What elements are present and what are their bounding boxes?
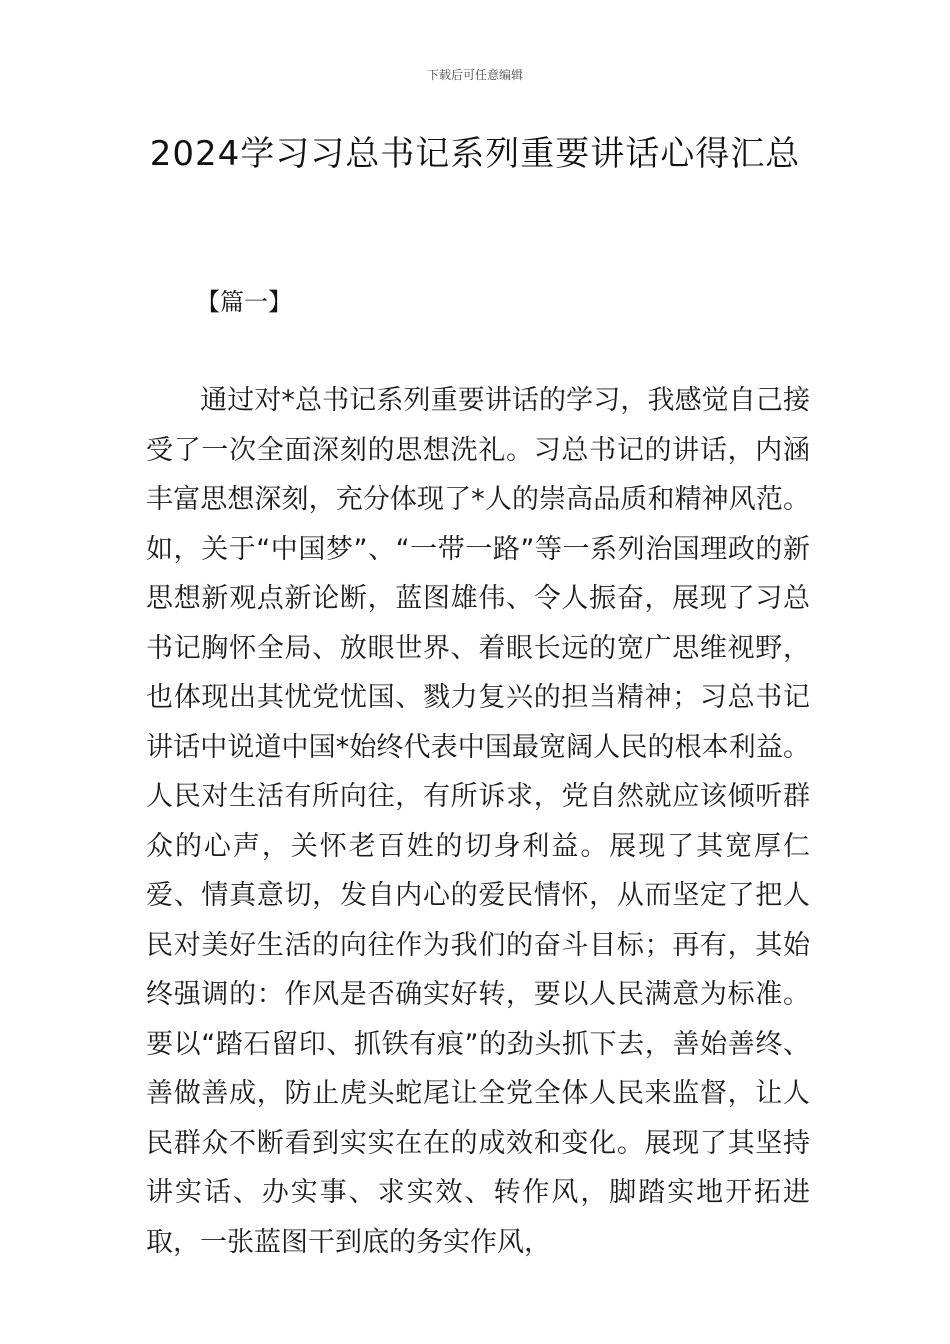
document-title: 2024学习习总书记系列重要讲话心得汇总 xyxy=(149,134,801,174)
body-paragraph xyxy=(146,376,810,1267)
section-label: 【篇一】 xyxy=(196,288,292,316)
header-note: 下载后可任意编辑 xyxy=(426,68,523,82)
body-paragraph-text: 通过对*总书记系列重要讲话的学习，我感觉自己接受了一次全面深刻的思想洗礼。习总书记的讲话，内涵丰富思想深刻，充分体现了*人的崇高品质和精神风范。如，关于“中国梦”、“一带一路”等一系列治国理政的新思想新观点新论断，蓝图雄伟、令人振奋，展现了习总书记胸怀全局、放眼世界、着眼长远的宽广思维视野，也体现出其忧党忧国、戮力复兴的担当精神；习总书记讲话中说道中国*始终代表中国最宽阔人民的根本利益。人民对生活有所向往，有所诉求，党自然就应该倾听群众的心声，关怀老百姓的切身利益。展现了其宽厚仁爱、情真意切，发自内心的爱民情怀，从而坚定了把人民对美好生活的向往作为我们的奋斗目标；再有，其始终强调的：作风是否确实好转，要以人民满意为标准。要以“踏石留印、抓铁有痕”的劲头抓下去，善始善终、善做善成，防止虎头蛇尾让全党全体人民来监督，让人民群众不断看到实实在在的成效和变化。展现了其坚持讲实话、办实事、求实效、转作风，脚踏实地开拓进取，一张蓝图干到底的务实作风， xyxy=(146,385,810,1258)
